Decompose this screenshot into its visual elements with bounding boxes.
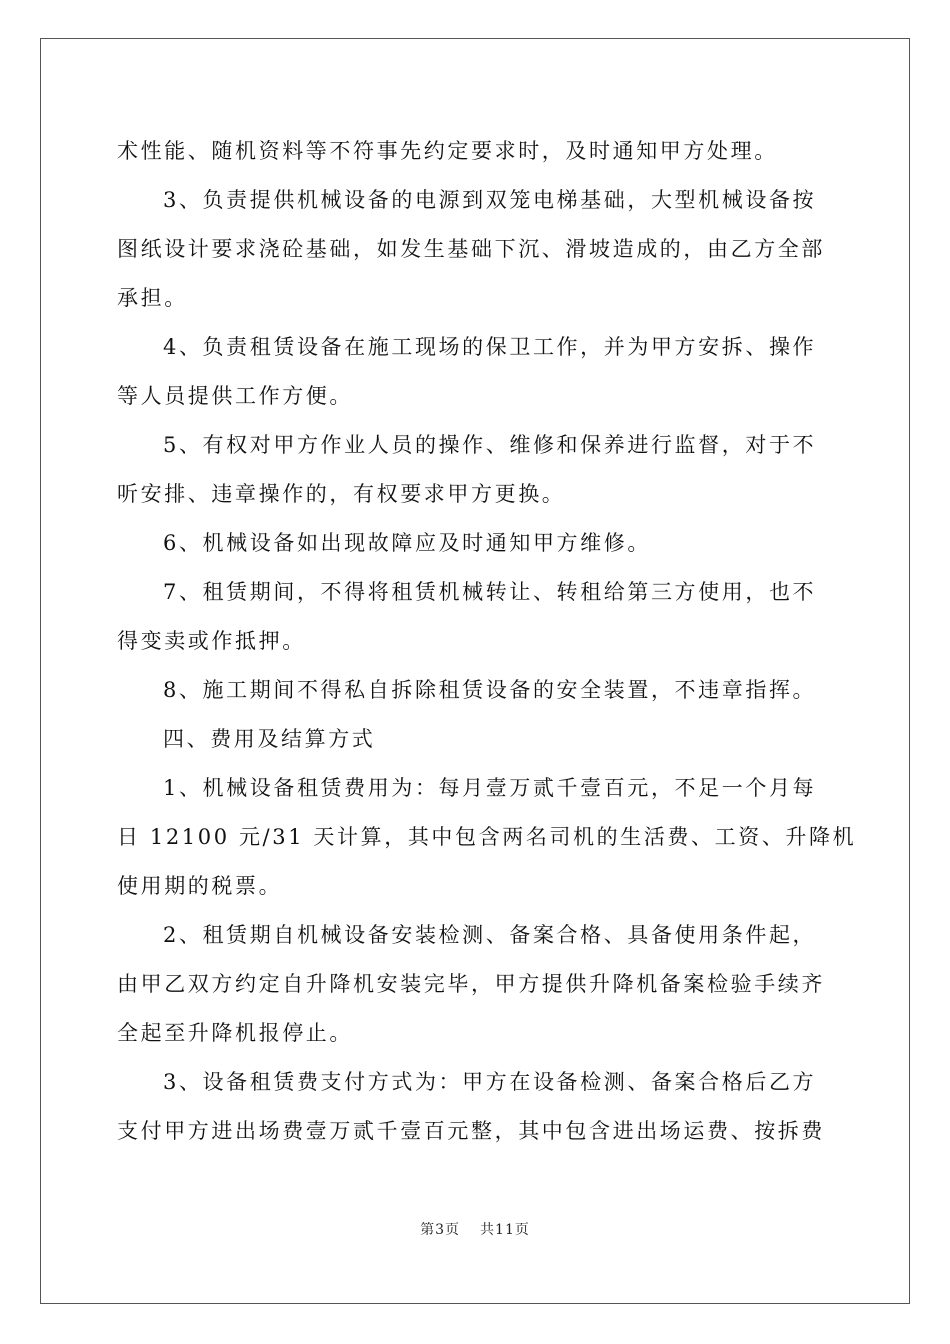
text-line: 听安排、违章操作的，有权要求甲方更换。	[117, 482, 566, 506]
text-line: 使用期的税票。	[117, 874, 283, 898]
document-body	[117, 127, 857, 1156]
page-total: 共11页	[480, 1222, 530, 1238]
text-line: 图纸设计要求浇砼基础，如发生基础下沉、滑坡造成的，由乙方全部	[117, 237, 825, 261]
text-line: 支付甲方进出场费壹万贰千壹百元整，其中包含进出场运费、按拆费	[117, 1119, 825, 1143]
text-line: 5、有权对甲方作业人员的操作、维修和保养进行监督，对于不	[163, 433, 817, 457]
text-line: 3、设备租赁费支付方式为：甲方在设备检测、备案合格后乙方	[163, 1070, 817, 1094]
text-line: 2、租赁期自机械设备安装检测、备案合格、具备使用条件起，	[163, 923, 817, 947]
section-heading: 四、费用及结算方式	[163, 727, 376, 751]
page-number: 第3页	[420, 1222, 461, 1238]
page-footer	[0, 1219, 950, 1239]
text-line: 全起至升降机报停止。	[117, 1021, 353, 1045]
text-line: 7、租赁期间，不得将租赁机械转让、转租给第三方使用，也不	[163, 580, 817, 604]
text-line: 1、机械设备租赁费用为：每月壹万贰千壹百元，不足一个月每	[163, 776, 817, 800]
text-line: 承担。	[117, 286, 188, 310]
text-line: 得变卖或作抵押。	[117, 629, 306, 653]
text-line: 术性能、随机资料等不符事先约定要求时，及时通知甲方处理。	[117, 139, 778, 163]
text-line: 由甲乙双方约定自升降机安装完毕，甲方提供升降机备案检验手续齐	[117, 972, 825, 996]
text-line: 4、负责租赁设备在施工现场的保卫工作，并为甲方安拆、操作	[163, 335, 817, 359]
text-line: 日 12100 元/31 天计算，其中包含两名司机的生活费、工资、升降机	[117, 825, 857, 849]
text-line: 6、机械设备如出现故障应及时通知甲方维修。	[163, 531, 651, 555]
text-line: 3、负责提供机械设备的电源到双笼电梯基础，大型机械设备按	[163, 188, 817, 212]
text-line: 等人员提供工作方便。	[117, 384, 353, 408]
text-line: 8、施工期间不得私自拆除租赁设备的安全装置，不违章指挥。	[163, 678, 817, 702]
